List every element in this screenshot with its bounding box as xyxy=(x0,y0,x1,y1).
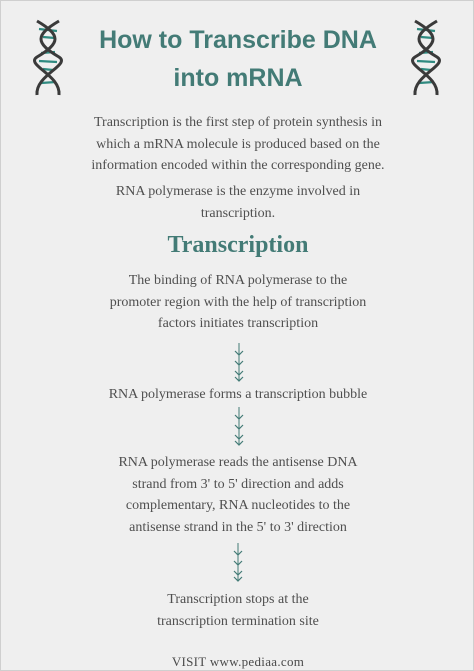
step-line: Transcription stops at the xyxy=(167,592,309,607)
step-line: RNA polymerase forms a transcription bubble xyxy=(108,387,368,402)
section-heading: Transcription xyxy=(167,232,309,258)
intro-paragraph-1 xyxy=(41,112,435,177)
dna-helix-icon xyxy=(31,17,65,97)
footer-website: VISIT www.pediaa.com xyxy=(171,654,305,669)
intro-line: transcription. xyxy=(200,205,276,221)
step-line: RNA polymerase reads the antisense DNA xyxy=(118,455,358,470)
title-line-2: into mRNA xyxy=(173,64,303,92)
intro-line: Transcription is the first step of protein synthesis in xyxy=(93,115,383,130)
intro-line: information encoded within the corresponding gene. xyxy=(91,158,385,173)
step-line: strand from 3' to 5' direction and adds xyxy=(132,476,344,492)
chevron-down-arrow-icon xyxy=(232,343,246,383)
page-title xyxy=(71,21,405,97)
step-line: promoter region with the help of transcription xyxy=(109,294,367,310)
chevron-down-arrow-icon xyxy=(232,407,246,447)
dna-helix-icon xyxy=(409,17,443,97)
title-line-1: How to Transcribe DNA xyxy=(99,26,377,54)
chevron-down-arrow-icon xyxy=(231,543,245,583)
step-line: transcription termination site xyxy=(157,613,319,629)
intro-line: RNA polymerase is the enzyme involved in xyxy=(115,184,361,199)
step-line: The binding of RNA polymerase to the xyxy=(128,273,348,288)
step-1-text xyxy=(41,270,435,335)
intro-line: which a mRNA molecule is produced based on the xyxy=(96,136,380,152)
intro-paragraph-2 xyxy=(41,181,435,224)
step-2-text xyxy=(41,384,435,406)
step-3-text xyxy=(41,452,435,538)
step-line: factors initiates transcription xyxy=(157,316,319,331)
step-4-text xyxy=(41,589,435,632)
step-line: complementary, RNA nucleotides to the xyxy=(125,498,351,513)
step-line: antisense strand in the 5' to 3' direction xyxy=(129,519,347,535)
